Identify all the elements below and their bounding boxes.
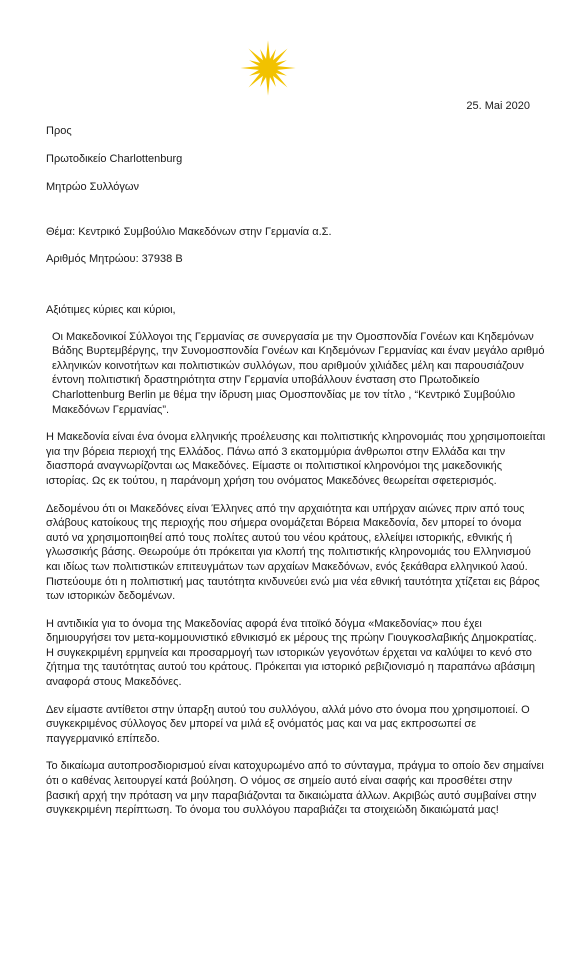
letter-body (46, 303, 546, 831)
paragraph: Οι Μακεδονικοί Σύλλογοι της Γερμανίας σε συνεργασία με την Ομοσπονδία Γονέων και Κηδεμόνων Βάδης Βυρτεμβέργης, την Συνομοσπονδία Γονέων και Κηδεμόνων Γερμανίας και έναν μεγάλο αριθμό ελληνικών κοινοτήτων και πολιτιστικών συλλόγων, που αριθμούν χιλιάδες μέλη και παρουσιάζουν έντονη πολιτιστική δραστηριότητα στην Γερμανία υποβάλλουν ένσταση στο Πρωτοδικείο Charlottenburg Berlin με θέμα την ίδρυση μιας Ομοσπονδίας με τον τίτλο , “Κεντρικό Συμβούλιο Μακεδόνων Γερμανίας”. (52, 330, 545, 416)
recipient-court: Πρωτοδικείο Charlottenburg (46, 153, 183, 165)
registration-number: Αριθμός Μητρώου: 37938 B (46, 253, 183, 265)
letter-date: 25. Mai 2020 (466, 100, 530, 112)
paragraph: Το δικαίωμα αυτοπροσδιορισμού είναι κατοχυρωμένο από το σύνταγμα, πράγμα το οποίο δεν σημαίνει ότι ο καθένας λειτουργεί κατά βούληση. Ο νόμος σε σημείο αυτό είναι σαφής και προσθέτει στην βασική αρχή την πρόταση να μην παραβιάζονται τα δικαιώματα άλλων. Ακριβώς αυτό συμβαίνει στην συγκεκριμένη περίπτωση. Το όνομα του συλλόγου παραβιάζει τα στοιχειώδη δικαιώματά μας! (46, 760, 544, 817)
recipient-block (46, 124, 182, 208)
paragraph: Η αντιδικία για το όνομα της Μακεδονίας αφορά ένα τιτοϊκό δόγμα «Μακεδονίας» που έχει δημιουργήσει τον μετα-κομμουνιστικό εθνικισμό εκ μέρους της πρώην Γιουγκοσλαβικής Δημοκρατίας. Η συγκεκριμένη ερμηνεία και προσαρμογή των ιστορικών γεγονότων έρχεται να καλύψει το κενό στο ζήτημα της ταυτότητας αυτού του κράτους. Πρόκειται για ιστορικό ρεβιζιονισμό η παραπάνω αβάσιμη αναφορά στους Μακεδόνες. (46, 617, 537, 689)
greeting: Αξιότιμες κύριες και κύριοι, (46, 304, 176, 316)
recipient-registry: Μητρώο Συλλόγων (46, 181, 140, 193)
paragraph: Δεδομένου ότι οι Μακεδόνες είναι Έλληνες από την αρχαιότητα και υπήρχαν αιώνες πριν από τους σλάβους κατοίκους της περιοχής που σήμερα ονομάζεται Βόρεια Μακεδονία, δεν μπορεί το όνομα αυτό να χρησιμοποιηθεί από τους πολίτες αυτού του νέου κράτους, ελλείψει ιστορικής, εθνικής ή γλωσσικής βάσης. Θεωρούμε ότι πρόκειται για κλοπή της πολιτιστικής κληρονομιάς του Ελληνισμού και ιδίως των πολιτιστικών επιτευγμάτων των αρχαίων Μακεδόνων, ενός ξεκάθαρα ελληνικού λαού. Πιστεύουμε ότι η πολιτιστική μας ταυτότητα κινδυνεύει ενώ μια νέα εθνική ταυτότητα χτίζεται εις βάρος των ιστορικών δεδομένων. (46, 502, 540, 603)
subject-block (46, 225, 332, 279)
paragraph: Η Μακεδονία είναι ένα όνομα ελληνικής προέλευσης και πολιτιστικής κληρονομιάς που χρησιμοποιείται για την βόρεια περιοχή της Ελλάδος. Πάνω από 3 εκατομμύρια άνθρωποι στην Ελλάδα και την διασπορά αναγνωρίζονται ως Μακεδόνες. Είμαστε οι πολιτιστικοί κληρονόμοι της μακεδονικής ιστορίας. Ως εκ τούτου, η παράνομη χρήση του ονόματος Μακεδόνες θεωρείται σφετερισμός. (46, 431, 546, 487)
paragraph: Δεν είμαστε αντίθετοι στην ύπαρξη αυτού του συλλόγου, αλλά μόνο στο όνομα που χρησιμοποιεί. Ο συγκεκριμένος σύλλογος δεν μπορεί να μιλά εξ ονόματός μας και να μας εκπροσωπεί σε παγγερμανικό επίπεδο. (46, 703, 530, 745)
recipient-to: Προς (46, 125, 72, 137)
vergina-sun-icon (238, 38, 298, 98)
subject-line: Θέμα: Κεντρικό Συμβούλιο Μακεδόνων στην Γερμανία α.Σ. (46, 226, 332, 238)
